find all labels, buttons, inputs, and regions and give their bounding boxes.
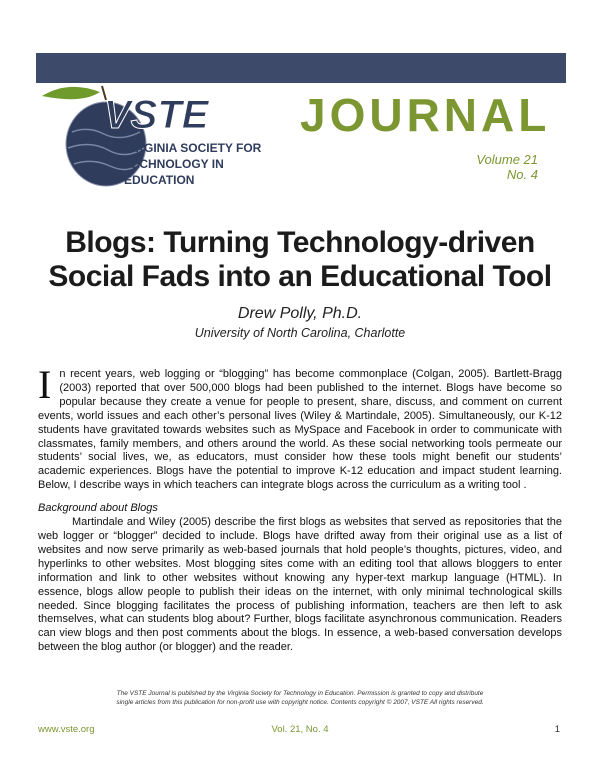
issue-number: No. 4	[506, 167, 538, 182]
journal-title: JOURNAL	[300, 89, 551, 141]
issue-info: Vol. 21, No. 4	[271, 724, 329, 735]
section-heading: Background about Blogs	[38, 502, 158, 515]
copyright-note-line1: The VSTE Journal is published by the Virginia Society for Technology in Education. Permission is granted to copy and distribute	[116, 690, 484, 697]
section-paragraph: Martindale and Wiley (2005) describe the first blogs as websites that served as repositories that the web logger or “blogger” decided to include. Blogs have drifted away from their original use as a list of websites and now serve primarily as web-based journals that hold people’s thoughts, pictures, video, and hyperlinks to other websites. Most blogging sites come with an editing tool that allows bloggers to enter information and link to other websites without knowing any hyper-text markup language (HTML). In essence, blogs allow people to publish their ideas on the internet, with only minimal technological skills needed. Since blogging facilitates the process of publishing information, teachers are then left to ask themselves, what can students blog about? Further, blogs facilitate asynchronous communication. Readers can view blogs and then post comments about the blogs. In essence, a web-based conversation develops between the blog author (or blogger) and the reader.	[38, 516, 562, 654]
logo-subtitle-line3: EDUCATION	[124, 173, 195, 187]
intro-text: n recent years, web logging or “blogging” has become commonplace (Colgan, 2005). Bartlett-Bragg (2003) reported that over 500,000 blogs had been published to the internet. Blogs have become so popular because they create a venue for people to present, share, discuss, and comment on current events, world issues and each other’s personal lives (Wiley & Martindale, 2005). Simultaneously, our K-12 students have gravitated towards websites such as MySpace and Facebook in order to communicate with classmates, family members, and others around the world. As these social networking tools permeate our students’ social lives, we, as educators, must consider how these tools might benefit our students’ academic experiences. Blogs have the potential to improve K-12 education and impact student learning. Below, I describe ways in which teachers can integrate blogs across the curriculum as a writing tool .	[38, 368, 562, 492]
volume-info	[476, 152, 538, 182]
vste-logo	[38, 82, 298, 192]
logo-wordmark: VSTE	[104, 93, 209, 137]
logo-subtitle-line2: TECHNOLOGY IN	[124, 157, 224, 171]
article-body	[38, 362, 562, 655]
article-title-line2: Social Fads into an Educational Tool	[48, 260, 552, 293]
volume-number: Volume 21	[476, 152, 538, 167]
copyright-note	[0, 690, 600, 707]
article-title-line1: Blogs: Turning Technology-driven	[65, 226, 535, 259]
author-affiliation: University of North Carolina, Charlotte	[194, 326, 406, 340]
page-number: 1	[554, 724, 560, 735]
intro-paragraph	[38, 362, 562, 493]
article-author: Drew Polly, Ph.D.	[237, 305, 363, 322]
website-link[interactable]: www.vste.org	[38, 724, 95, 735]
copyright-note-line2: single articles from this publication for non-profit use with copyright notice. Contents copyright © 2007, VSTE All rights reserved.	[116, 698, 484, 706]
header-banner	[36, 53, 566, 83]
logo-subtitle-line1: VIRGINIA SOCIETY FOR	[124, 141, 262, 155]
drop-cap: I	[38, 362, 52, 407]
article-title	[30, 226, 570, 294]
